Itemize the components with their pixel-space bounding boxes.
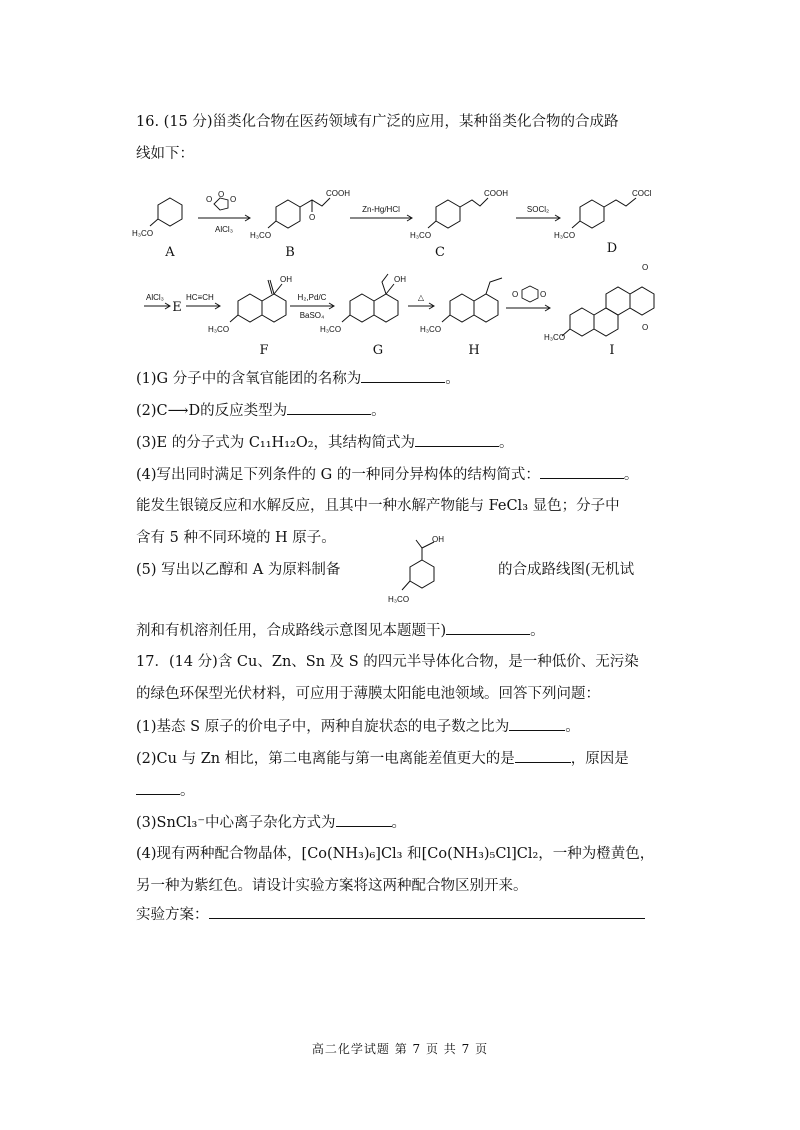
arrow-1: [198, 190, 250, 234]
q17-part2-line2: 。: [136, 780, 195, 801]
label-C: C: [435, 245, 445, 260]
arrow-5: [290, 293, 334, 320]
arrow-6: [408, 293, 434, 309]
svg-text:O: O: [642, 323, 649, 332]
q16-part3: (3)E 的分子式为 C₁₁H₁₂O₂，其结构简式为 。: [136, 432, 514, 453]
svg-text:O: O: [309, 213, 316, 222]
answer-blank[interactable]: [509, 716, 565, 731]
svg-text:O: O: [540, 290, 547, 299]
svg-text:H₂,Pd/C: H₂,Pd/C: [297, 293, 327, 302]
svg-text:H₃CO: H₃CO: [132, 229, 154, 238]
svg-text:COOH: COOH: [326, 189, 350, 198]
q17-part4-line1: (4)现有两种配合物晶体，[Co(NH₃)₆]Cl₃ 和[Co(NH₃)₅Cl]Cl₂，一种为橙黄色，: [136, 846, 655, 862]
q17-part4-line2: 另一种为紫红色。请设计实验方案将这两种配合物区别开来。: [136, 878, 528, 894]
q16-part5-line2: 剂和有机溶剂任用，合成路线示意图见本题题干) 。: [136, 620, 545, 641]
svg-text:H₃CO: H₃CO: [420, 325, 442, 334]
label-E: E: [172, 300, 182, 315]
q16-part2: (2)C⟶D的反应类型为 。: [136, 400, 386, 421]
svg-text:H₃CO: H₃CO: [388, 595, 410, 604]
q16-intro-line1: 16. (15 分)甾类化合物在医药领域有广泛的应用，某种甾类化合物的合成路: [136, 114, 619, 130]
svg-text:HC≡CH: HC≡CH: [186, 293, 214, 302]
q17-intro-line2: 的绿色环保型光伏材料，可应用于薄膜太阳能电池领域。回答下列问题：: [136, 686, 600, 702]
answer-blank[interactable]: [209, 904, 645, 919]
q16-part5-cont: 的合成路线图(无机试: [498, 562, 635, 578]
svg-text:COOH: COOH: [484, 189, 508, 198]
arrow-7: [506, 286, 550, 311]
answer-blank[interactable]: [136, 780, 180, 795]
answer-blank[interactable]: [361, 368, 445, 383]
q16-part4: (4)写出同时满足下列条件的 G 的一种同分异构体的结构简式： 。: [136, 464, 638, 485]
q16-part1: (1)G 分子中的含氧官能团的名称为 。: [136, 368, 460, 389]
arrow-2: [350, 205, 412, 221]
label-D: D: [606, 241, 618, 256]
svg-text:AlCl₃: AlCl₃: [215, 225, 233, 234]
svg-text:H₃CO: H₃CO: [250, 231, 272, 240]
answer-blank[interactable]: [415, 432, 499, 447]
q16-intro-line2: 线如下：: [136, 146, 194, 162]
answer-blank[interactable]: [287, 400, 371, 415]
arrow-4: [144, 293, 220, 315]
svg-text:△: △: [417, 293, 425, 302]
arrow-icon: ⟶: [167, 403, 189, 419]
svg-text:BaSO₄: BaSO₄: [299, 311, 325, 320]
label-I: I: [609, 343, 615, 358]
q16-part4-condition2: 含有 5 种不同环境的 H 原子。: [136, 530, 336, 546]
q17-intro-line1: 17．(14 分)含 Cu、Zn、Sn 及 S 的四元半导体化合物，是一种低价、无污染: [136, 654, 639, 670]
svg-text:OH: OH: [394, 275, 406, 284]
arrow-3: [516, 205, 560, 221]
svg-text:OH: OH: [280, 275, 292, 284]
label-H: H: [468, 343, 480, 358]
svg-text:O: O: [642, 263, 649, 272]
answer-blank[interactable]: [540, 464, 624, 479]
svg-text:H₃CO: H₃CO: [320, 325, 342, 334]
svg-text:O: O: [230, 195, 237, 204]
label-B: B: [285, 245, 295, 260]
compound-D: [554, 189, 652, 256]
compound-G: [320, 274, 406, 358]
svg-text:COCl: COCl: [632, 189, 652, 198]
label-F: F: [259, 343, 269, 358]
synthesis-scheme-row2: [130, 250, 690, 360]
q17-part2: (2)Cu 与 Zn 相比，第二电离能与第一电离能差值更大的是 ，原因是: [136, 748, 629, 769]
svg-text:H₃CO: H₃CO: [554, 231, 576, 240]
svg-text:H₃CO: H₃CO: [544, 333, 566, 342]
svg-text:SOCl₂: SOCl₂: [526, 205, 550, 214]
label-A: A: [165, 245, 175, 260]
svg-text:Zn-Hg/HCl: Zn-Hg/HCl: [362, 205, 400, 214]
compound-F: [208, 275, 292, 358]
q17-part1: (1)基态 S 原子的价电子中，两种自旋状态的电子数之比为 。: [136, 716, 580, 737]
answer-blank[interactable]: [515, 748, 571, 763]
svg-text:H₃CO: H₃CO: [208, 325, 230, 334]
target-molecule: [388, 534, 468, 606]
compound-I: [544, 263, 654, 358]
q16-part5: (5) 写出以乙醇和 A 为原料制备: [136, 562, 341, 578]
svg-text:H₃CO: H₃CO: [410, 231, 432, 240]
q17-part3: (3)SnCl₃⁻中心离子杂化方式为 。: [136, 812, 406, 833]
compound-H: [417, 278, 502, 358]
svg-text:O: O: [218, 190, 225, 199]
q16-part4-condition1: 能发生银镜反应和水解反应，且其中一种水解产物能与 FeCl₃ 显色；分子中: [136, 498, 620, 514]
q17-part4-plan: 实验方案：: [136, 904, 645, 925]
answer-blank[interactable]: [446, 620, 530, 635]
label-G: G: [372, 343, 384, 358]
svg-text:AlCl₃: AlCl₃: [146, 293, 164, 302]
page-footer: 高二化学试题 第 7 页 共 7 页: [311, 1042, 489, 1056]
answer-blank[interactable]: [336, 812, 392, 827]
svg-text:O: O: [512, 290, 519, 299]
svg-text:O: O: [206, 195, 213, 204]
svg-text:OH: OH: [432, 535, 444, 544]
